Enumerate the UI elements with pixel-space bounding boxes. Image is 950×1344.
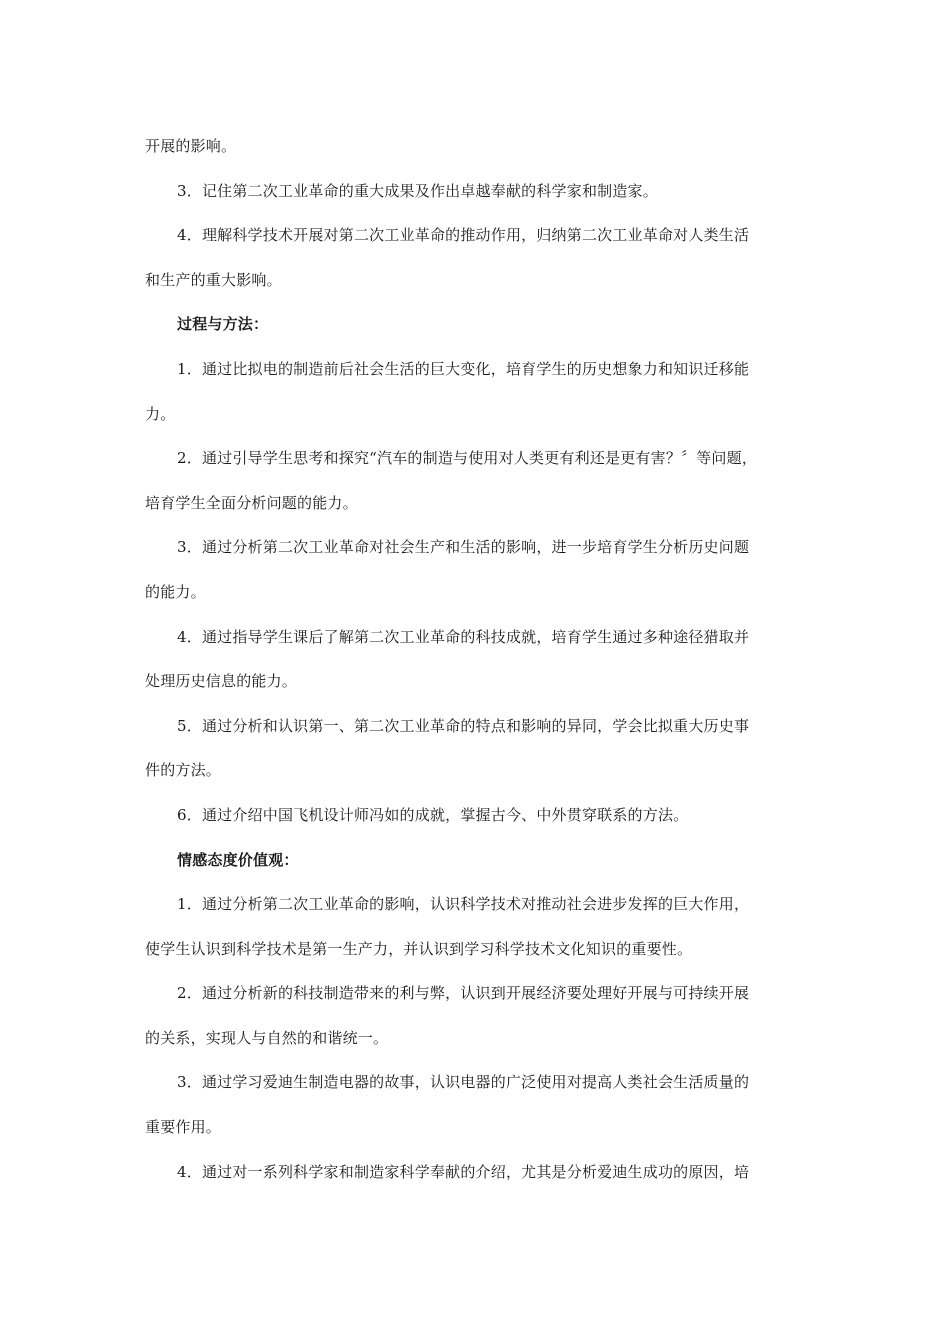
text-line: 1．通过分析第二次工业革命的影响，认识科学技术对推动社会进步发挥的巨大作用， [177, 895, 750, 914]
text-line: 1．通过比拟电的制造前后社会生活的巨大变化，培育学生的历史想象力和知识迁移能 [177, 359, 750, 378]
section-heading-process-methods: 过程与方法： [177, 315, 269, 334]
document-body [145, 124, 810, 1194]
text-line: 的能力。 [145, 582, 206, 601]
text-line: 和生产的重大影响。 [145, 270, 282, 289]
text-line: 重要作用。 [145, 1118, 222, 1137]
text-line: 3．记住第二次工业革命的重大成果及作出卓越奉献的科学家和制造家。 [177, 181, 658, 200]
text-line: 2．通过分析新的科技制造带来的利与弊，认识到开展经济要处理好开展与可持续开展 [177, 984, 750, 1003]
text-line: 6．通过介绍中国飞机设计师冯如的成就，掌握古今、中外贯穿联系的方法。 [177, 805, 689, 824]
text-line: 4．通过指导学生课后了解第二次工业革命的科技成就，培育学生通过多种途径猎取并 [177, 627, 750, 646]
text-line: 2．通过引导学生思考和探究“汽车的制造与使用对人类更有利还是更有害？〞等问题， [177, 449, 758, 468]
text-line: 力。 [145, 404, 176, 423]
text-line: 件的方法。 [145, 761, 222, 780]
text-line: 开展的影响。 [145, 137, 237, 155]
text-line: 3．通过分析第二次工业革命对社会生产和生活的影响，进一步培育学生分析历史问题 [177, 538, 750, 557]
text-line: 处理历史信息的能力。 [145, 672, 298, 691]
text-line: 5．通过分析和认识第一、第二次工业革命的特点和影响的异同，学会比拟重大历史事 [177, 716, 750, 735]
text-line: 3．通过学习爱迪生制造电器的故事，认识电器的广泛使用对提高人类社会生活质量的 [177, 1073, 750, 1092]
text-line: 4．通过对一系列科学家和制造家科学奉献的介绍，尤其是分析爱迪生成功的原因，培 [177, 1162, 750, 1181]
text-line: 4．理解科学技术开展对第二次工业革命的推动作用，归纳第二次工业革命对人类生活 [177, 226, 750, 245]
section-heading-emotion-values: 情感态度价值观： [177, 850, 299, 869]
text-line: 培育学生全面分析问题的能力。 [145, 493, 358, 512]
text-line: 使学生认识到科学技术是第一生产力，并认识到学习科学技术文化知识的重要性。 [145, 939, 693, 958]
text-line: 的关系，实现人与自然的和谐统一。 [145, 1028, 389, 1047]
